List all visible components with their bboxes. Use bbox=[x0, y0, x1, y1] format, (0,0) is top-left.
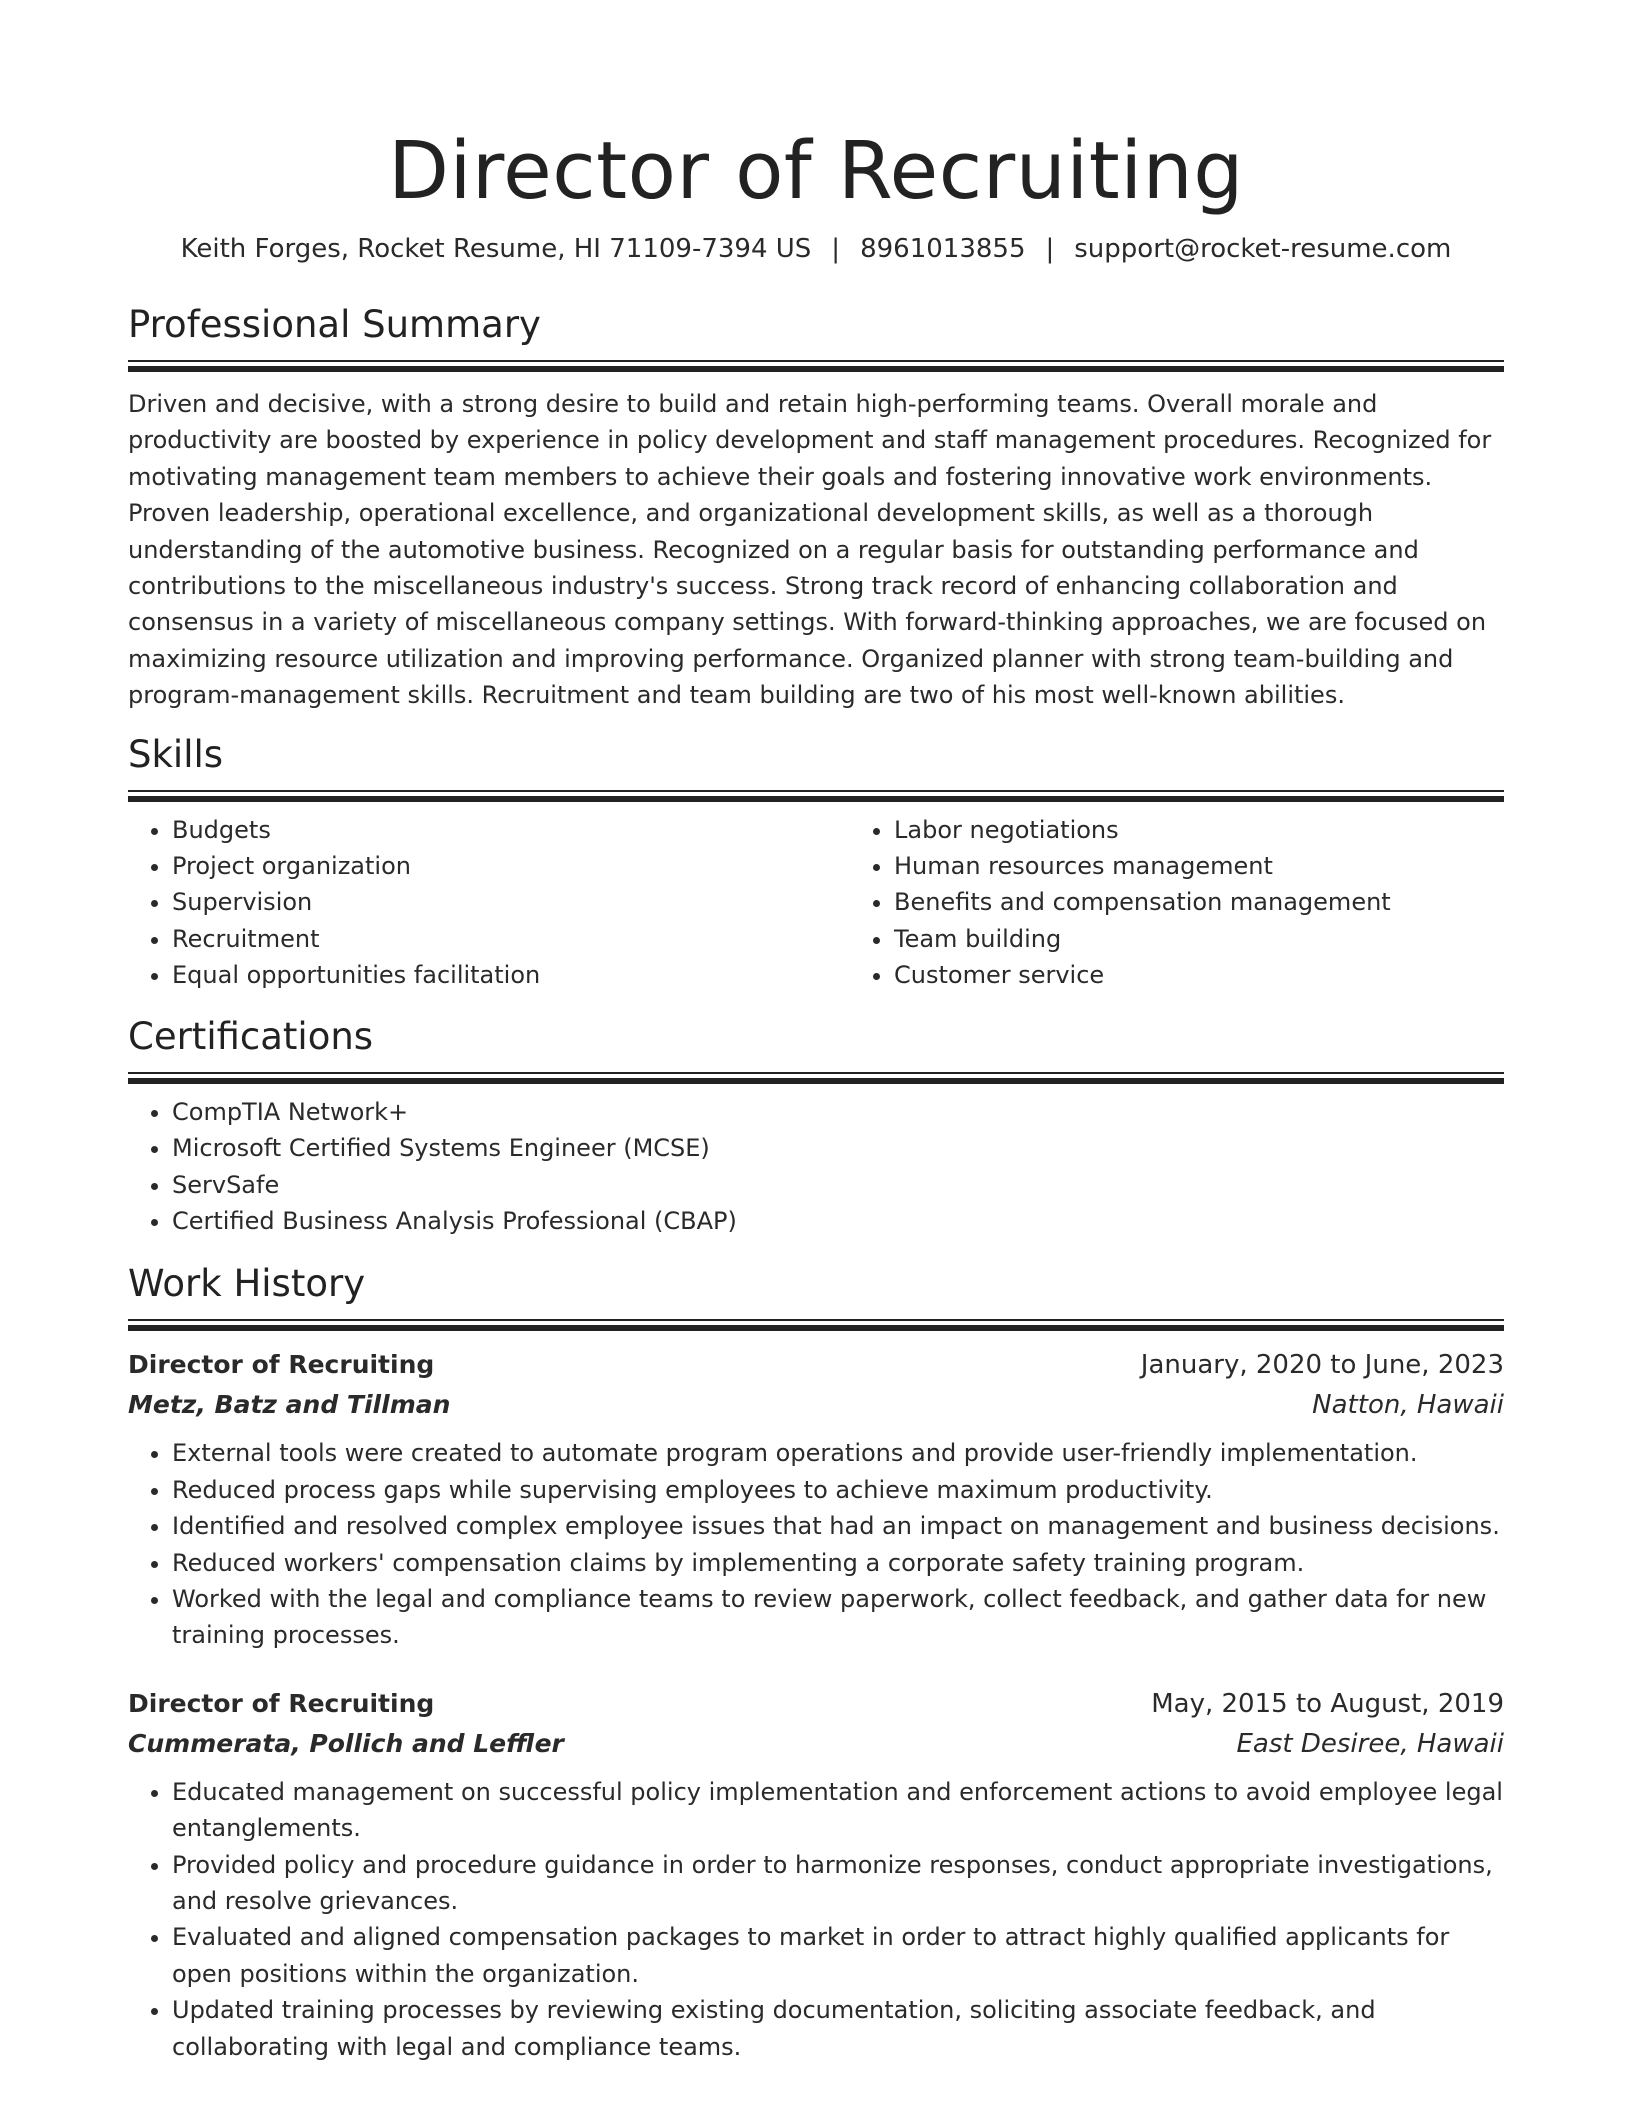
job-bullet: • Identified and resolved complex employee issues that had an impact on management and business decisions. bbox=[172, 1508, 1504, 1544]
summary-section bbox=[128, 302, 1504, 714]
job-entry bbox=[128, 1345, 1504, 1653]
work-history-section bbox=[128, 1261, 1504, 2065]
work-history-heading: Work History bbox=[128, 1262, 366, 1306]
skills-list-left bbox=[128, 812, 850, 994]
job-title: Director of Recruiting bbox=[128, 1350, 435, 1380]
certification-item: • ServSafe bbox=[172, 1167, 1504, 1203]
skill-item: • Customer service bbox=[894, 957, 1504, 993]
job-title: Director of Recruiting bbox=[128, 1688, 435, 1718]
job-company: Metz, Batz and Tillman bbox=[128, 1390, 451, 1420]
section-divider bbox=[128, 360, 1504, 372]
job-location: Natton, Hawaii bbox=[1312, 1390, 1504, 1421]
job-company-row bbox=[128, 1385, 1504, 1425]
contact-separator: | bbox=[1045, 234, 1055, 264]
skills-heading: Skills bbox=[128, 732, 224, 776]
skill-item: • Labor negotiations bbox=[894, 812, 1504, 848]
contact-email: support@rocket-resume.com bbox=[1074, 234, 1452, 264]
job-bullet: • Updated training processes by reviewing existing documentation, soliciting associate feedback, and collaborating with legal and compliance teams. bbox=[172, 1992, 1504, 2065]
certification-item: • CompTIA Network+ bbox=[172, 1094, 1504, 1130]
certifications-list bbox=[128, 1094, 1504, 1240]
skills-section bbox=[128, 732, 1504, 994]
job-bullet: • Educated management on successful policy implementation and enforcement actions to avoid employee legal entanglements. bbox=[172, 1774, 1504, 1847]
contact-address: Keith Forges, Rocket Resume, HI 71109-7394 US bbox=[180, 234, 812, 264]
job-bullet: • Evaluated and aligned compensation packages to market in order to attract highly qualified applicants for open positions within the organization. bbox=[172, 1919, 1504, 1992]
job-bullet: • Reduced workers' compensation claims by implementing a corporate safety training program. bbox=[172, 1545, 1504, 1581]
section-divider bbox=[128, 1072, 1504, 1084]
skill-item: • Budgets bbox=[172, 812, 850, 848]
contact-separator: | bbox=[831, 234, 841, 264]
contact-line bbox=[128, 232, 1504, 266]
job-title-row bbox=[128, 1345, 1504, 1385]
job-bullet: • Provided policy and procedure guidance in order to harmonize responses, conduct appropriate investigations, and resolve grievances. bbox=[172, 1847, 1504, 1920]
job-bullet: • External tools were created to automate program operations and provide user-friendly implementation. bbox=[172, 1435, 1504, 1471]
section-divider bbox=[128, 790, 1504, 802]
job-title-row bbox=[128, 1684, 1504, 1724]
skill-item: • Human resources management bbox=[894, 848, 1504, 884]
skill-item: • Equal opportunities facilitation bbox=[172, 957, 850, 993]
certifications-section bbox=[128, 1014, 1504, 1240]
skill-item: • Project organization bbox=[172, 848, 850, 884]
summary-heading: Professional Summary bbox=[128, 303, 541, 346]
contact-phone: 8961013855 bbox=[860, 234, 1026, 264]
job-company-row bbox=[128, 1724, 1504, 1764]
job-location: East Desiree, Hawaii bbox=[1236, 1728, 1504, 1759]
job-bullets bbox=[128, 1435, 1504, 1653]
skill-item: • Recruitment bbox=[172, 921, 850, 957]
job-entry bbox=[128, 1684, 1504, 2065]
section-divider bbox=[128, 1319, 1504, 1331]
certifications-heading: Certifications bbox=[128, 1014, 374, 1058]
job-dates: May, 2015 to August, 2019 bbox=[1151, 1688, 1504, 1719]
skills-list-right bbox=[850, 812, 1504, 994]
job-dates: January, 2020 to June, 2023 bbox=[1140, 1350, 1504, 1381]
job-bullet: • Worked with the legal and compliance teams to review paperwork, collect feedback, and gather data for new training processes. bbox=[172, 1581, 1504, 1654]
job-bullet: • Reduced process gaps while supervising employees to achieve maximum productivity. bbox=[172, 1472, 1504, 1508]
job-bullets bbox=[128, 1774, 1504, 2065]
job-company: Cummerata, Pollich and Leffler bbox=[128, 1728, 564, 1758]
skill-item: • Benefits and compensation management bbox=[894, 884, 1504, 920]
certification-item: • Microsoft Certified Systems Engineer (MCSE) bbox=[172, 1130, 1504, 1166]
summary-text: Driven and decisive, with a strong desire to build and retain high-performing teams. Overall morale and productivity are boosted by experience in policy development and staff management procedures. Recognized for motivating management team members to achieve their goals and fostering innovative work environments. Proven leadership, operational excellence, and organizational development skills, as well as a thorough understanding of the automotive business. Recognized on a regular basis for outstanding performance and contributions to the miscellaneous industry's success. Strong track record of enhancing collaboration and consensus in a variety of miscellaneous company settings. With forward-thinking approaches, we are focused on maximizing resource utilization and improving performance. Organized planner with strong team-building and program-management skills. Recruitment and team building are two of his most well-known abilities. bbox=[128, 390, 1492, 710]
skills-grid bbox=[128, 812, 1504, 994]
skill-item: • Supervision bbox=[172, 884, 850, 920]
certification-item: • Certified Business Analysis Professional (CBAP) bbox=[172, 1203, 1504, 1239]
resume-title: Director of Recruiting bbox=[388, 125, 1244, 217]
skill-item: • Team building bbox=[894, 921, 1504, 957]
